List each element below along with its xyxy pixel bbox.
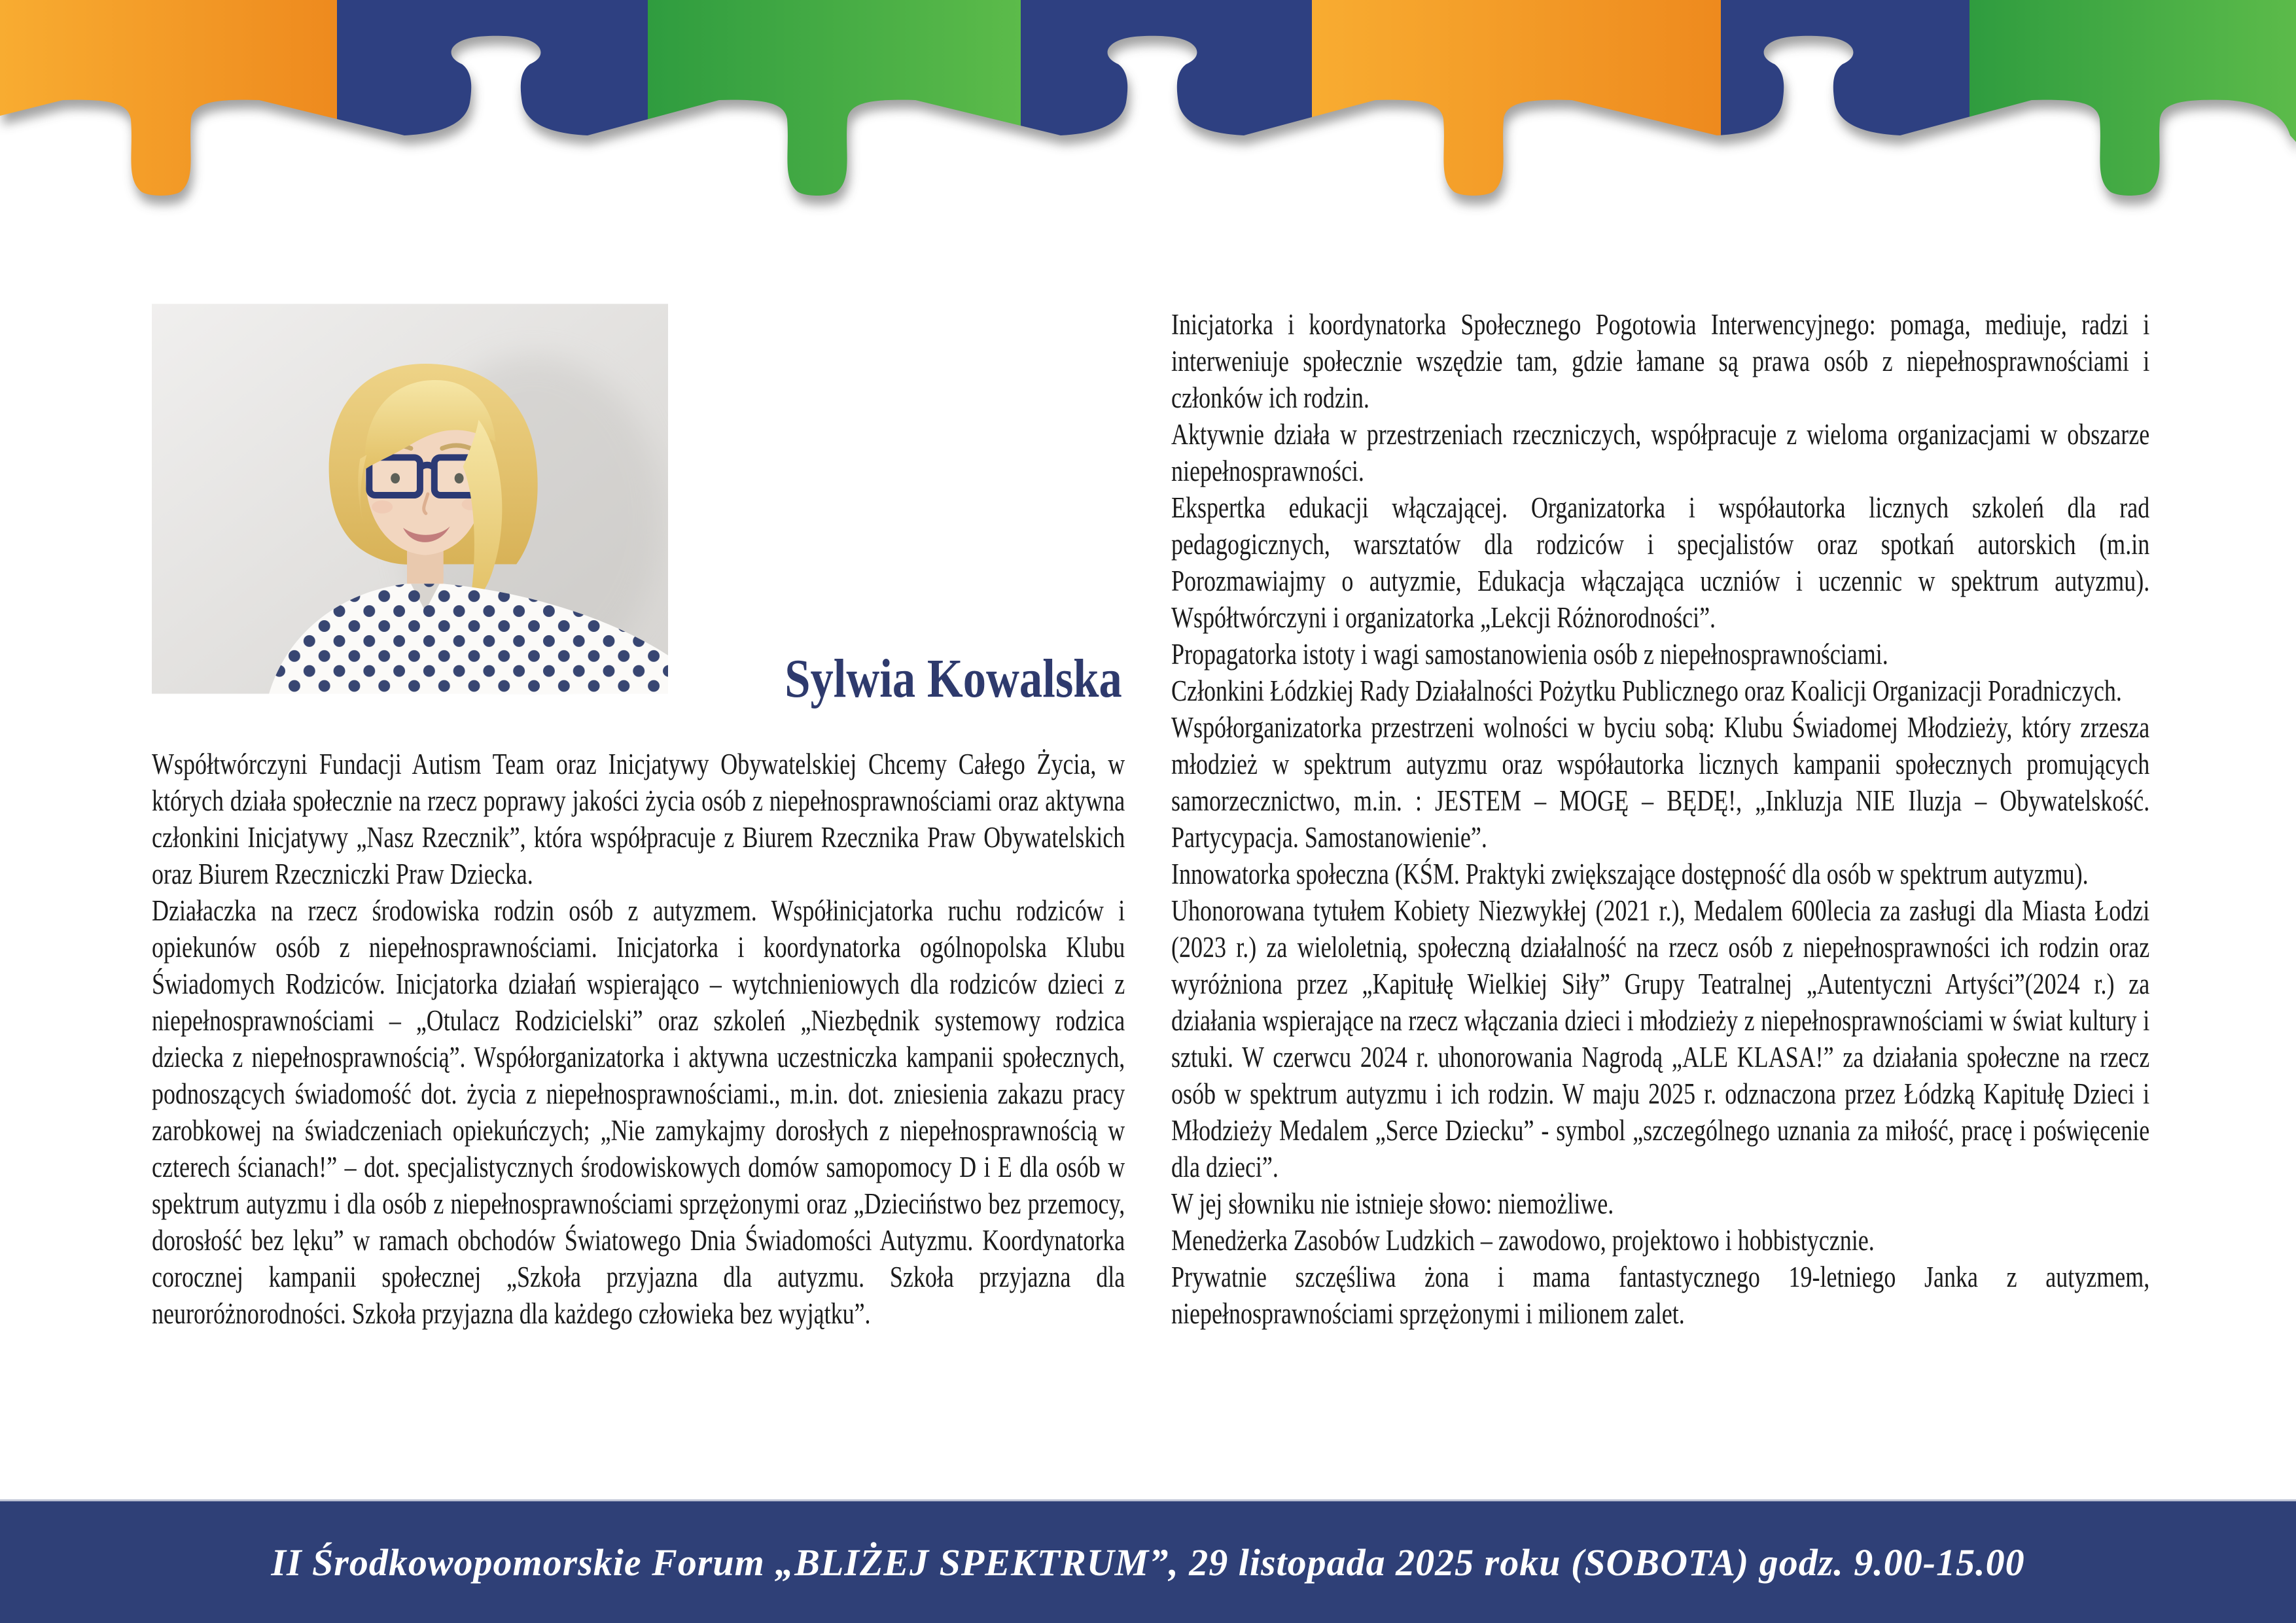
bio-paragraph: Ekspertka edukacji włączającej. Organizatorka i współautorka licznych szkoleń dla rad pedagogicznych, warsztatów dla rodziców i specjalistów oraz spotkań autorskich (m.in Porozmawiajmy o autyzmie, Edukacja włączająca uczniów i uczennic w spektrum autyzmu). Współtwórczyni i organizatorka „Lekcji Różnorodności”. xyxy=(1171,491,2150,634)
bio-paragraph: Uhonorowana tytułem Kobiety Niezwykłej (2021 r.), Medalem 600lecia za zasługi dla Miasta Łodzi (2023 r.) za wieloletnią, społeczną działalność na rzecz osób z niepełnosprawności ich rodzin oraz wyróżniona przez „Kapitułę Wielkiej Siły” Grupy Teatralnej „Autentyczni Artyści”(2024 r.) za działania wspierające na rzecz włączania dzieci i młodzieży z niepełnosprawnościami w świat kultury i sztuki. W czerwcu 2024 r. uhonorowania Nagrodą „ALE KLASA!” za działania społeczne na rzecz osób w spektrum autyzmu i ich rodzin. W maju 2025 r. odznaczona przez Łódzką Kapitułę Dzieci i Młodzieży Medalem „Serce Dziecku” - symbol „szczególnego uznania za miłość, pracę i poświęcenie dla dzieci”. xyxy=(1171,894,2150,1183)
bio-paragraph: Współorganizatorka przestrzeni wolności w byciu sobą: Klubu Świadomej Młodzieży, który zrzesza młodzież w spektrum autyzmu oraz współautorka licznych kampanii społecznych promujących samorzecznictwo, m.in. : JESTEM – MOGĘ – BĘDĘ!, „Inkluzja NIE Iluzja – Obywatelskość. Partycypacja. Samostanowienie”. xyxy=(1171,711,2150,854)
bio-paragraph: W jej słowniku nie istnieje słowo: niemożliwe. xyxy=(1171,1187,1614,1220)
bio-paragraph: Propagatorka istoty i wagi samostanowienia osób z niepełnosprawnościami. xyxy=(1171,638,1888,671)
event-footer-text: II Środkowopomorskie Forum „BLIŻEJ SPEKTRUM”, 29 listopada 2025 roku (SOBOTA) godz. 9.00-15.00 xyxy=(271,1541,2025,1584)
bio-paragraph: Menedżerka Zasobów Ludzkich – zawodowo, projektowo i hobbistycznie. xyxy=(1171,1224,1875,1257)
bio-left-column xyxy=(152,746,1125,1332)
bio-paragraph: Prywatnie szczęśliwa żona i mama fantastycznego 19-letniego Janka z autyzmem, niepełnosprawnościami sprzężonymi i milionem zalet. xyxy=(1171,1261,2150,1330)
bio-paragraph: Aktywnie działa w przestrzeniach rzeczniczych, współpracuje z wieloma organizacjami w obszarze niepełnosprawności. xyxy=(1171,418,2150,487)
bio-paragraph: Działaczka na rzecz środowiska rodzin osób z autyzmem. Współinicjatorka ruchu rodziców i opiekunów osób z niepełnosprawnościami. Inicjatorka i koordynatorka ogólnopolska Klubu Świadomych Rodziców. Inicjatorka działań wspierająco – wytchnieniowych dla rodziców dzieci z niepełnosprawnościami – „Otulacz Rodzicielski” oraz szkoleń „Niezbędnik systemowy rodzica dziecka z niepełnosprawnością”. Współorganizatorka i aktywna uczestniczka kampanii społecznych, podnoszących świadomość dot. życia z niepełnosprawnościami., m.in. dot. zniesienia zakazu pracy zarobkowej na świadczeniach opiekuńczych; „Nie zamykajmy dorosłych z niepełnosprawnością w czterech ścianach!” – dot. specjalistycznych środowiskowych domów samopomocy D i E dla osób w spektrum autyzmu i dla osób z niepełnosprawnościami sprzężonymi oraz „Dzieciństwo bez przemocy, dorosłość bez lęku” w ramach obchodów Światowego Dnia Świadomości Autyzmu. Koordynatorka corocznej kampanii społecznej „Szkoła przyjazna dla autyzmu. Szkoła przyjazna dla neuroróżnorodności. Szkoła przyjazna dla każdego człowieka bez wyjątku”. xyxy=(152,894,1125,1330)
puzzle-border-decoration xyxy=(0,0,2296,262)
bio-right-column xyxy=(1171,306,2149,1332)
bio-paragraph: Innowatorka społeczna (KŚM. Praktyki zwiększające dostępność dla osób w spektrum autyzmu). xyxy=(1171,858,2089,890)
profile-photo xyxy=(152,303,668,695)
bio-paragraph: Członkini Łódzkiej Rady Działalności Pożytku Publicznego oraz Koalicji Organizacji Poradniczych. xyxy=(1171,674,2122,707)
bio-paragraph: Współtwórczyni Fundacji Autism Team oraz Inicjatywy Obywatelskiej Chcemy Całego Życia, w których działa społecznie na rzecz poprawy jakości życia osób z niepełnosprawnościami oraz aktywna członkini Inicjatywy „Nasz Rzecznik”, która współpracuje z Biurem Rzecznika Praw Obywatelskich oraz Biurem Rzeczniczki Praw Dziecka. xyxy=(152,748,1125,890)
profile-name: Sylwia Kowalska xyxy=(785,648,1122,709)
bio-paragraph: Inicjatorka i koordynatorka Społecznego Pogotowia Interwencyjnego: pomaga, mediuje, radzi i interweniuje społecznie wszędzie tam, gdzie łamane są prawa osób z niepełnosprawnościami i członków ich rodzin. xyxy=(1171,308,2150,414)
event-footer-bar xyxy=(0,1499,2296,1623)
